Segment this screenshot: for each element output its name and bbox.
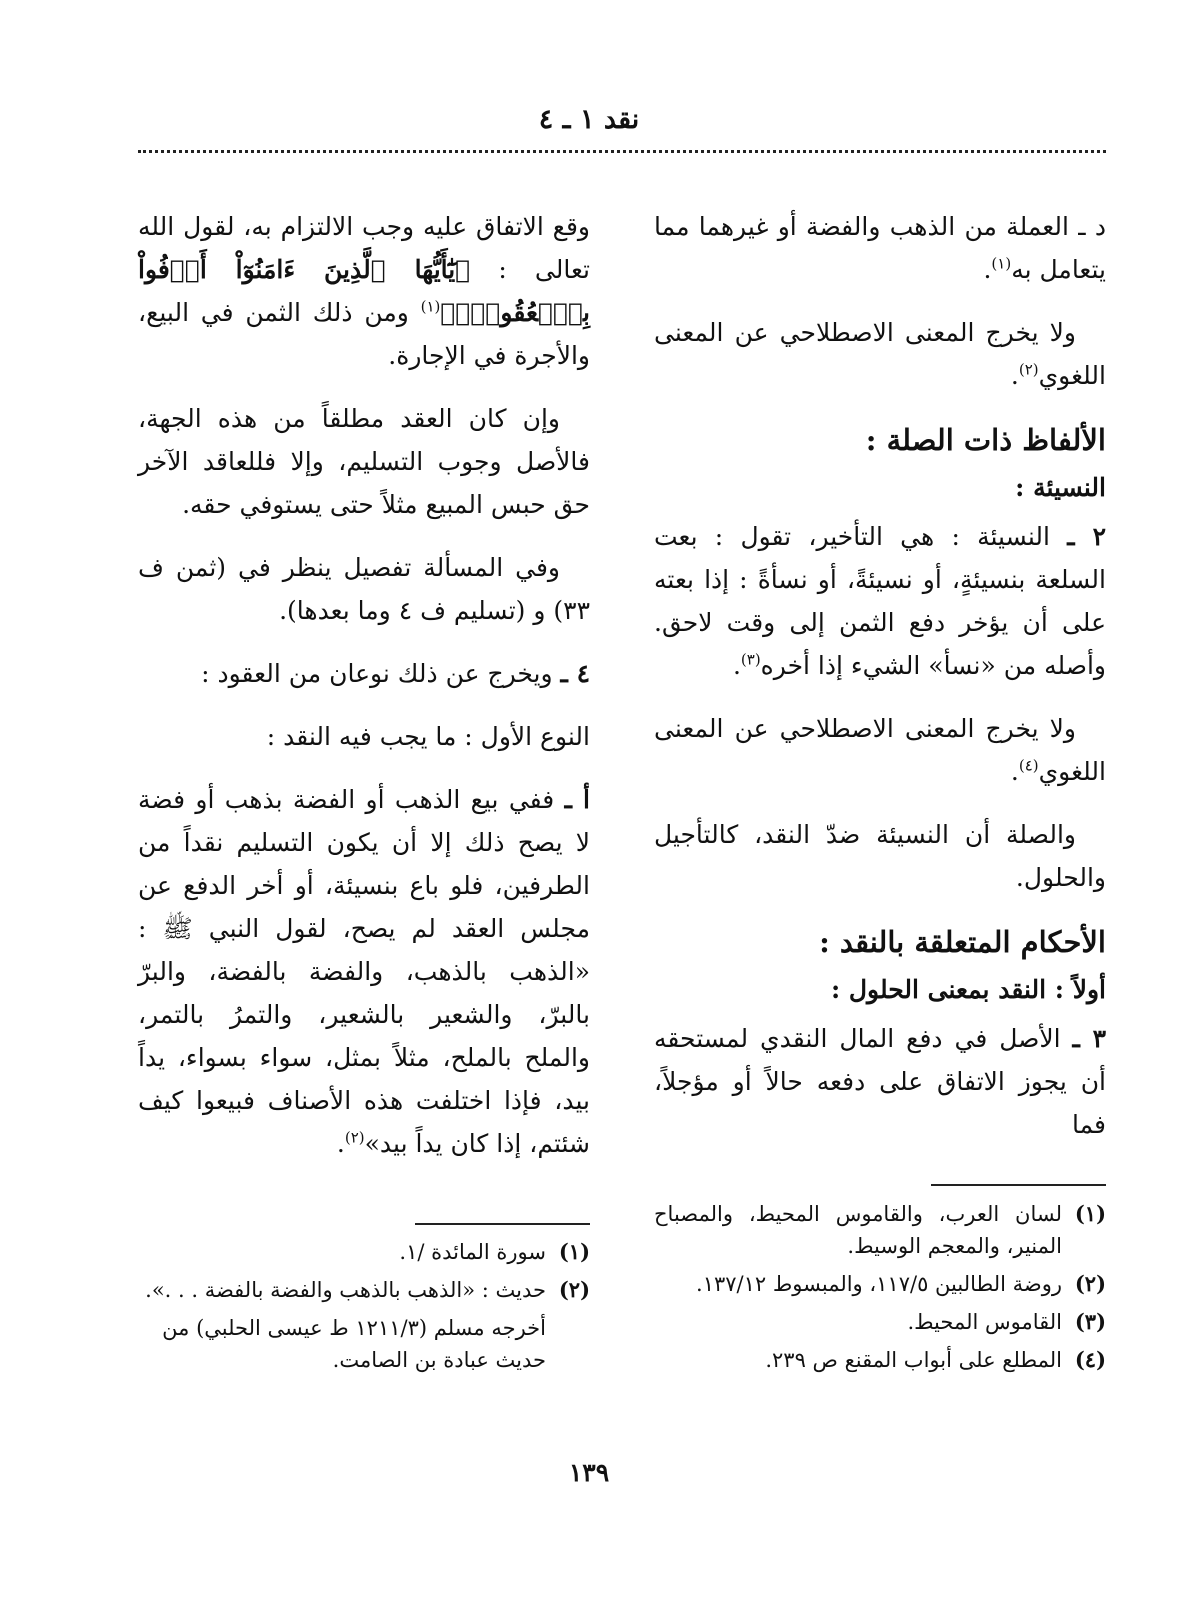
paragraph: ولا يخرج المعنى الاصطلاحي عن المعنى اللغوي$^{(٤)}$. [654,714,1106,786]
paragraph: ٣ ـ الأصل في دفع المال النقدي لمستحقه أن يجوز الاتفاق على دفعه حالاً أو مؤجلاً، فما [654,1024,1107,1139]
footnote-text: أخرجه مسلم (١٢١١/٣ ط عيسى الحلبي) من حديث عبادة بن الصامت. [162,1316,546,1372]
paragraph: ولا يخرج المعنى الاصطلاحي عن المعنى اللغوي$^{(٢)}$. [654,318,1106,390]
footnote-number: (١) [1074,1201,1106,1226]
sub-heading: أولاً : النقد بمعنى الحلول : [830,975,1106,1004]
header-divider [138,150,1106,153]
section-heading: الألفاظ ذات الصلة : [865,423,1106,457]
footnote-ref[interactable]: (٢) [344,1128,365,1147]
footnote [654,1268,1106,1300]
footnote-text: لسان العرب، والقاموس المحيط، والمصباح المنير، والمعجم الوسيط. [654,1202,1062,1258]
footnote-ref[interactable]: (٣) [740,650,761,669]
footnotes-right [654,1198,1106,1382]
footnote-number: (١) [558,1239,590,1264]
paragraph: وقع الاتفاق عليه وجب الالتزام به، لقول الله تعالى : ﴿يَٰٓأَيُّهَا ٱلَّذِينَ ءَامَنُوٓاْ أَوۡفُواْ بِٱلۡعُقُودِۚ﴾$^{(١)}$ ومن ذلك الثمن في البيع، والأجرة في الإجارة. [138,212,590,370]
paragraph: ٢ ـ النسيئة : هي التأخير، تقول : بعت السلعة بنسيئةٍ، أو نسيئةً، أو نسأةً : إذا بعته على أن يؤخر دفع الثمن إلى وقت لاحق. وأصله من «نسأ» الشيء إذا أخره$^{(٣)}$. [654,522,1106,680]
page-number: ١٣٩ [568,1458,610,1487]
footnote-ref[interactable]: (٢) [1018,360,1039,379]
footnote [654,1198,1106,1262]
footnote-ref[interactable]: (١) [991,254,1012,273]
paragraph-number: ٣ ـ [1072,1024,1107,1053]
footnote [654,1344,1106,1376]
footnote-text: روضة الطالبين ١١٧/٥، والمبسوط ١٣٧/١٢. [696,1272,1062,1296]
footnote-divider [931,1184,1106,1186]
footnote-number: (٤) [1074,1347,1106,1372]
sub-heading: النسيئة : [1015,473,1106,502]
section-heading: الأحكام المتعلقة بالنقد : [819,925,1106,959]
left-column [138,205,590,1185]
right-column [654,205,1106,1166]
paragraph: والصلة أن النسيئة ضدّ النقد، كالتأجيل والحلول. [654,820,1106,892]
paragraph: وإن كان العقد مطلقاً من هذه الجهة، فالأصل وجوب التسليم، وإلا فللعاقد الآخر حق حبس المبيع مثلاً حتى يستوفي حقه. [138,404,590,519]
footnote-number: (٢) [558,1277,590,1302]
paragraph-number: ٢ ـ [1067,522,1106,551]
page-header: نقد ١ ـ ٤ [538,104,640,135]
footnote-number: (٣) [1074,1309,1106,1334]
paragraph: وفي المسألة تفصيل ينظر في (ثمن ف ٣٣) و (تسليم ف ٤ وما بعدها). [138,553,590,625]
footnote-text: حديث : «الذهب بالذهب والفضة بالفضة . . .». [145,1278,546,1302]
footnote-text: القاموس المحيط. [907,1310,1062,1334]
footnote [654,1306,1106,1338]
footnotes-left [138,1236,590,1376]
paragraph-number: أ ـ [564,785,590,814]
paragraph: د ـ العملة من الذهب والفضة أو غيرهما مما يتعامل به$^{(١)}$. [654,212,1106,284]
footnote-text: سورة المائدة /١. [399,1240,546,1264]
footnote-divider [415,1223,590,1225]
footnote-ref[interactable]: (١) [420,297,441,316]
footnote-ref[interactable]: (٤) [1018,756,1039,775]
paragraph-number: ٤ ـ [560,659,590,688]
paragraph: ٤ ـ ويخرج عن ذلك نوعان من العقود : [201,659,590,688]
footnote-number: (٢) [1074,1271,1106,1296]
footnote [138,1274,590,1306]
footnote [138,1236,590,1268]
footnote-text: المطلع على أبواب المقنع ص ٢٣٩. [765,1348,1062,1372]
paragraph: أ ـ ففي بيع الذهب أو الفضة بذهب أو فضة لا يصح ذلك إلا أن يكون التسليم نقداً من الطرفين، فلو باع بنسيئة، أو أخر الدفع عن مجلس العقد لم يصح، لقول النبي ﷺ : «الذهب بالذهب، والفضة بالفضة، والبرّ بالبرّ، والشعير بالشعير، والتمرُ بالتمر، والملح بالملح، مثلاً بمثل، سواء بسواء، يداً بيد، فإذا اختلفت هذه الأصناف فبيعوا كيف شئتم، إذا كان يداً بيد»$^{(٢)}$. [138,785,590,1158]
paragraph: النوع الأول : ما يجب فيه النقد : [266,722,590,751]
quran-verse: ﴿يَٰٓأَيُّهَا ٱلَّذِينَ ءَامَنُوٓاْ أَوۡفُواْ بِٱلۡعُقُودِۚ﴾ [138,255,590,327]
